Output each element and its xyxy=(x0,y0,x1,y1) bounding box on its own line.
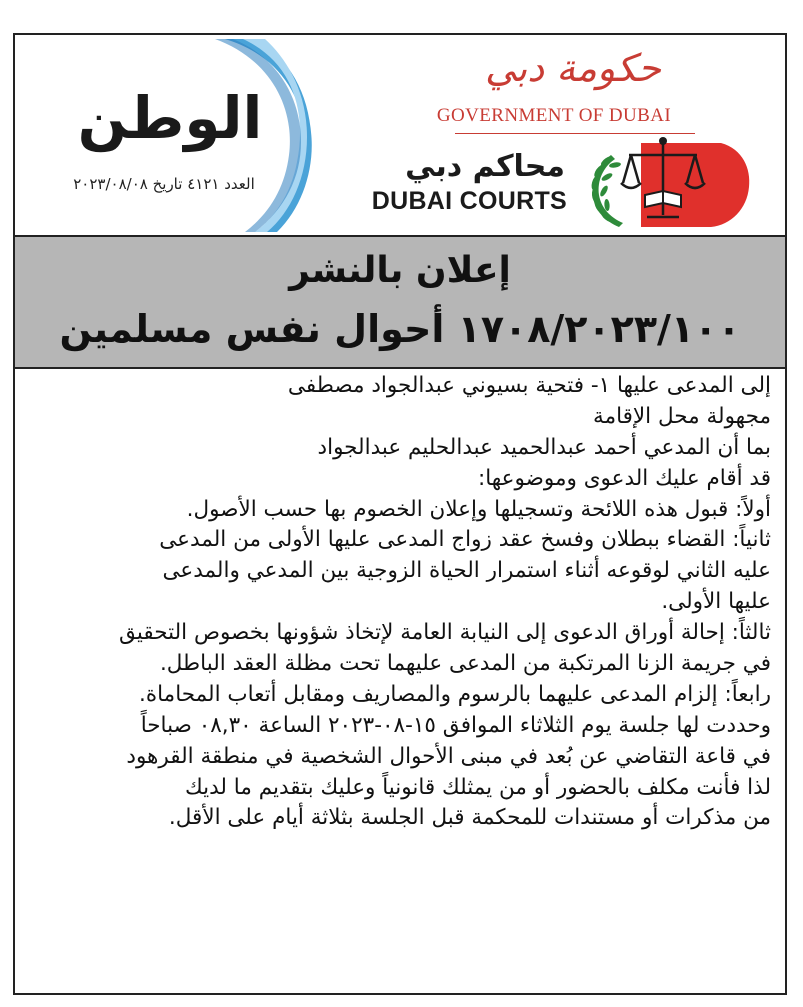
body-line: وحددت لها جلسة يوم الثلاثاء الموافق ١٥-٠٨-٢٠٢٣ الساعة ٠٨,٣٠ صباحاً xyxy=(140,712,771,738)
body-line: مجهولة محل الإقامة xyxy=(593,403,771,429)
courts-name-english: DUBAI COURTS xyxy=(371,187,567,215)
government-name-arabic: حكومة دبي xyxy=(484,46,662,90)
body-line: من مذكرات أو مستندات للمحكمة قبل الجلسة بثلاثة أيام على الأقل. xyxy=(168,805,771,831)
body-line: أولاً: قبول هذه اللائحة وتسجيلها وإعلان الخصوم بها حسب الأصول. xyxy=(186,496,771,522)
body-line: في قاعة التقاضي عن بُعد في مبنى الأحوال الشخصية في منطقة القرهود xyxy=(126,743,771,769)
body-line: ثانياً: القضاء ببطلان وفسخ عقد زواج المدعى عليها الأولى من المدعى xyxy=(159,527,771,553)
body-line: رابعاً: إلزام المدعى عليهما بالرسوم والمصاريف ومقابل أتعاب المحاماة. xyxy=(139,681,771,707)
issue-date-line: العدد ٤١٢١ تاريخ ٢٠٢٣/٠٨/٠٨ xyxy=(73,175,255,193)
body-line: ثالثاً: إحالة أوراق الدعوى إلى النيابة العامة لإتخاذ شؤونها بخصوص التحقيق xyxy=(118,620,771,646)
notice-header xyxy=(15,35,785,235)
body-line: إلى المدعى عليها ١- فتحية بسيوني عبدالجواد مصطفى xyxy=(287,373,771,398)
body-line: قد أقام عليك الدعوى وموضوعها: xyxy=(477,465,771,491)
body-line: في جريمة الزنا المرتكبة من المدعى عليهما تحت مظلة العقد الباطل. xyxy=(159,651,771,677)
government-name-english: GOVERNMENT OF DUBAI xyxy=(436,105,672,126)
dubai-courts-emblem-icon xyxy=(571,135,751,231)
notice-frame xyxy=(13,33,787,995)
newspaper-name: الوطن xyxy=(77,84,263,152)
courts-name-arabic: محاكم دبي xyxy=(405,149,565,184)
notice-title: إعلان بالنشر xyxy=(289,250,511,291)
notice-banner xyxy=(15,235,785,369)
body-line: عليها الأولى. xyxy=(661,589,771,615)
case-number: ١٧٠٨/٢٠٢٣/١٠٠ أحوال نفس مسلمين xyxy=(59,307,741,351)
body-line: عليه الثاني لوقوعه أثناء استمرار الحياة الزوجية بين المدعي والمدعى xyxy=(162,558,771,584)
body-line: لذا فأنت مكلف بالحضور أو من يمثلك قانونياً وعليك بتقديم ما لديك xyxy=(185,774,771,800)
government-underline xyxy=(455,133,695,134)
body-line: بما أن المدعي أحمد عبدالحميد عبدالحليم عبدالجواد xyxy=(317,434,771,460)
notice-body xyxy=(29,371,771,834)
